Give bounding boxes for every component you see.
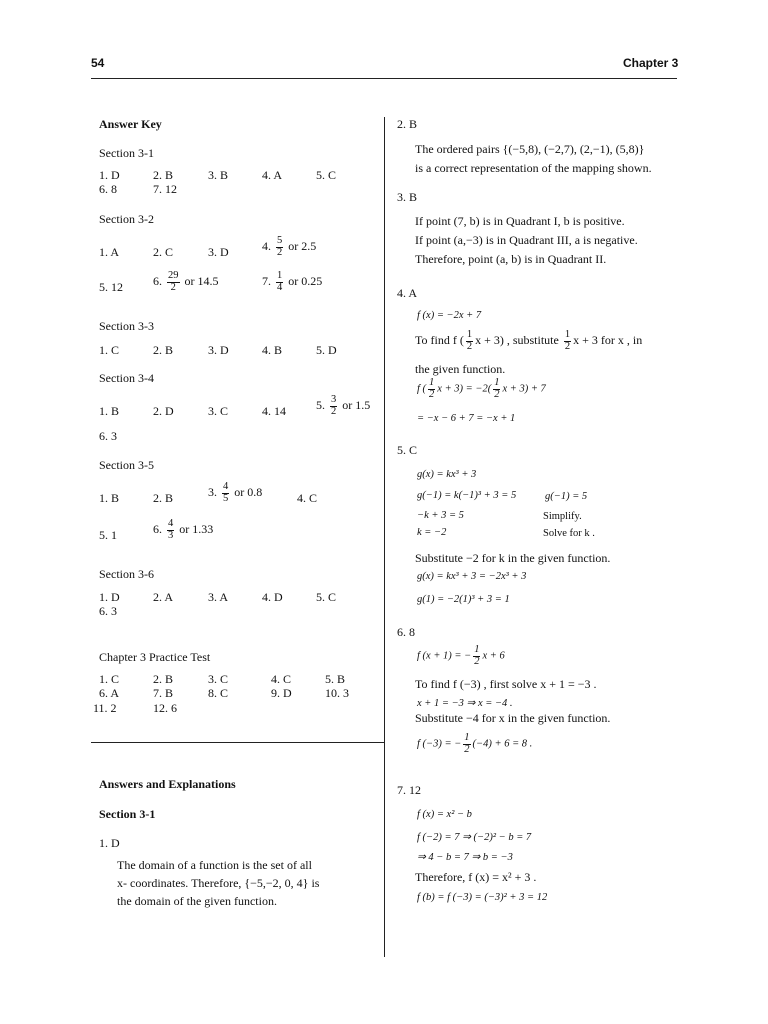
answer-item: 1. D [99, 590, 120, 604]
answer-item: 9. D [271, 686, 292, 700]
explanation-line: Substitute −4 for x in the given function. [415, 711, 611, 725]
answer-item-fraction: 4. $\frac{5}{2}$ or 2.5 [262, 235, 317, 258]
answer-item: 7. B [153, 686, 174, 700]
answer-item: 2. B [153, 343, 174, 357]
explanation-line: Therefore, point (a, b) is in Quadrant II. [415, 252, 607, 266]
answer-item-fraction: 5. $\frac{3}{2}$ or 1.5 [316, 394, 371, 417]
explanations-title: Answers and Explanations [99, 777, 236, 791]
explanations-section: Section 3-1 [99, 807, 156, 821]
explanation-line: The domain of a function is the set of all [117, 858, 312, 872]
answer-item: 3. C [208, 404, 229, 418]
answer-item: 1. D [99, 168, 120, 182]
answer-item: 2. B [153, 672, 174, 686]
math-line: f (−3) = − $\frac{1}{2}$ (−4) + 6 = 8 . [417, 732, 533, 755]
answer-item: 7. 12 [153, 182, 177, 196]
answer-item: 5. 12 [99, 280, 123, 294]
math-line: f (x) = x² − b [417, 809, 472, 820]
section-title: Section 3-4 [99, 371, 154, 385]
answer-item: 8. C [208, 686, 229, 700]
answer-key-title: Answer Key [99, 117, 162, 131]
explanation-label: 4. A [397, 286, 418, 300]
explanation-label: 5. C [397, 443, 418, 457]
answer-item: 2. C [153, 245, 174, 259]
answer-item: 5. D [316, 343, 337, 357]
explanation-line: x- coordinates. Therefore, {−5,−2, 0, 4} is [117, 876, 320, 890]
explanation-line: The ordered pairs {(−5,8), (−2,7), (2,−1), (5,8)} [415, 142, 645, 156]
answer-item: 4. C [271, 672, 292, 686]
math-line: f (−2) = 7 ⇒ (−2)² − b = 7 [417, 832, 532, 843]
math-note: Simplify. [543, 511, 582, 522]
math-line: g(−1) = k(−1)³ + 3 = 5 [417, 490, 517, 501]
answer-item: 4. B [262, 343, 283, 357]
answer-item: 4. D [262, 590, 283, 604]
explanation-line: the given function. [415, 362, 506, 376]
answer-item: 6. 8 [99, 182, 117, 196]
answer-key-rule [91, 742, 384, 743]
math-note: Solve for k . [543, 528, 595, 539]
answer-item: 4. 14 [262, 404, 286, 418]
answer-item: 2. D [153, 404, 174, 418]
header-rule [91, 78, 677, 79]
explanation-line: To find f (−3) , first solve x + 1 = −3 . [415, 677, 597, 691]
math-note: g(−1) = 5 [545, 491, 588, 502]
math-line: x + 1 = −3 ⇒ x = −4 . [417, 698, 513, 709]
explanation-label: 1. D [99, 836, 120, 850]
answer-item-fraction: 6. $\frac{29}{2}$ or 14.5 [153, 270, 219, 293]
answer-item: 5. 1 [99, 528, 117, 542]
answer-item: 5. C [316, 590, 337, 604]
answer-item: 1. B [99, 404, 120, 418]
answer-item: 6. 3 [99, 604, 117, 618]
answer-item: 4. C [297, 491, 318, 505]
explanation-label: 3. B [397, 190, 418, 204]
section-title: Chapter 3 Practice Test [99, 650, 211, 664]
page-number: 54 [91, 56, 105, 70]
answer-item: 5. C [316, 168, 337, 182]
answer-item: 3. B [208, 168, 229, 182]
section-title: Section 3-1 [99, 146, 154, 160]
answer-item: 4. A [262, 168, 283, 182]
section-title: Section 3-6 [99, 567, 154, 581]
answer-item: 1. C [99, 343, 120, 357]
math-line: f (x) = −2x + 7 [417, 310, 482, 321]
math-line: f ( $\frac{1}{2}$ x + 3) = −2( $\frac{1}{2}$ x + 3) + 7 [417, 377, 546, 400]
section-title: Section 3-5 [99, 458, 154, 472]
answer-item: 3. D [208, 245, 229, 259]
answer-item: 1. A [99, 245, 120, 259]
section-title: Section 3-2 [99, 212, 154, 226]
explanation-line: To find f ( $\frac{1}{2}$ x + 3) , substitute $\frac{1}{2}$ x + 3 for x , in [415, 329, 643, 352]
answer-item: 11. 2 [93, 701, 117, 715]
explanation-label: 7. 12 [397, 783, 421, 797]
explanation-line: the domain of the given function. [117, 894, 277, 908]
explanation-label: 6. 8 [397, 625, 415, 639]
explanation-line: If point (7, b) is in Quadrant I, b is positive. [415, 214, 625, 228]
answer-item: 2. A [153, 590, 174, 604]
math-line: f (x + 1) = − $\frac{1}{2}$ x + 6 [417, 644, 505, 667]
explanation-line: Therefore, f (x) = x² + 3 . [415, 870, 537, 884]
explanation-line: is a correct representation of the mapping shown. [415, 161, 652, 175]
answer-item-fraction: 6. $\frac{4}{3}$ or 1.33 [153, 518, 214, 541]
answer-item: 2. B [153, 491, 174, 505]
math-line: g(x) = kx³ + 3 = −2x³ + 3 [417, 571, 527, 582]
column-divider [384, 117, 385, 957]
section-title: Section 3-3 [99, 319, 154, 333]
answer-item: 6. 3 [99, 429, 117, 443]
answer-item: 10. 3 [325, 686, 349, 700]
answer-item: 6. A [99, 686, 120, 700]
answer-item: 2. B [153, 168, 174, 182]
answer-item: 3. D [208, 343, 229, 357]
answer-item: 5. B [325, 672, 346, 686]
explanation-line: Substitute −2 for k in the given function. [415, 551, 611, 565]
math-line: k = −2 [417, 527, 447, 538]
answer-item: 12. 6 [153, 701, 177, 715]
math-line: f (b) = f (−3) = (−3)² + 3 = 12 [417, 892, 548, 903]
math-line: −k + 3 = 5 [417, 510, 464, 521]
answer-item: 1. C [99, 672, 120, 686]
answer-item: 3. C [208, 672, 229, 686]
math-line: = −x − 6 + 7 = −x + 1 [417, 413, 516, 424]
chapter-title: Chapter 3 [623, 56, 679, 70]
answer-item-fraction: 7. $\frac{1}{4}$ or 0.25 [262, 270, 323, 293]
explanation-line: If point (a,−3) is in Quadrant III, a is negative. [415, 233, 638, 247]
answer-item: 3. A [208, 590, 229, 604]
math-line: ⇒ 4 − b = 7 ⇒ b = −3 [417, 852, 513, 863]
explanation-label: 2. B [397, 117, 418, 131]
math-line: g(1) = −2(1)³ + 3 = 1 [417, 594, 510, 605]
math-line: g(x) = kx³ + 3 [417, 469, 477, 480]
answer-item: 1. B [99, 491, 120, 505]
answer-item-fraction: 3. $\frac{4}{5}$ or 0.8 [208, 481, 263, 504]
